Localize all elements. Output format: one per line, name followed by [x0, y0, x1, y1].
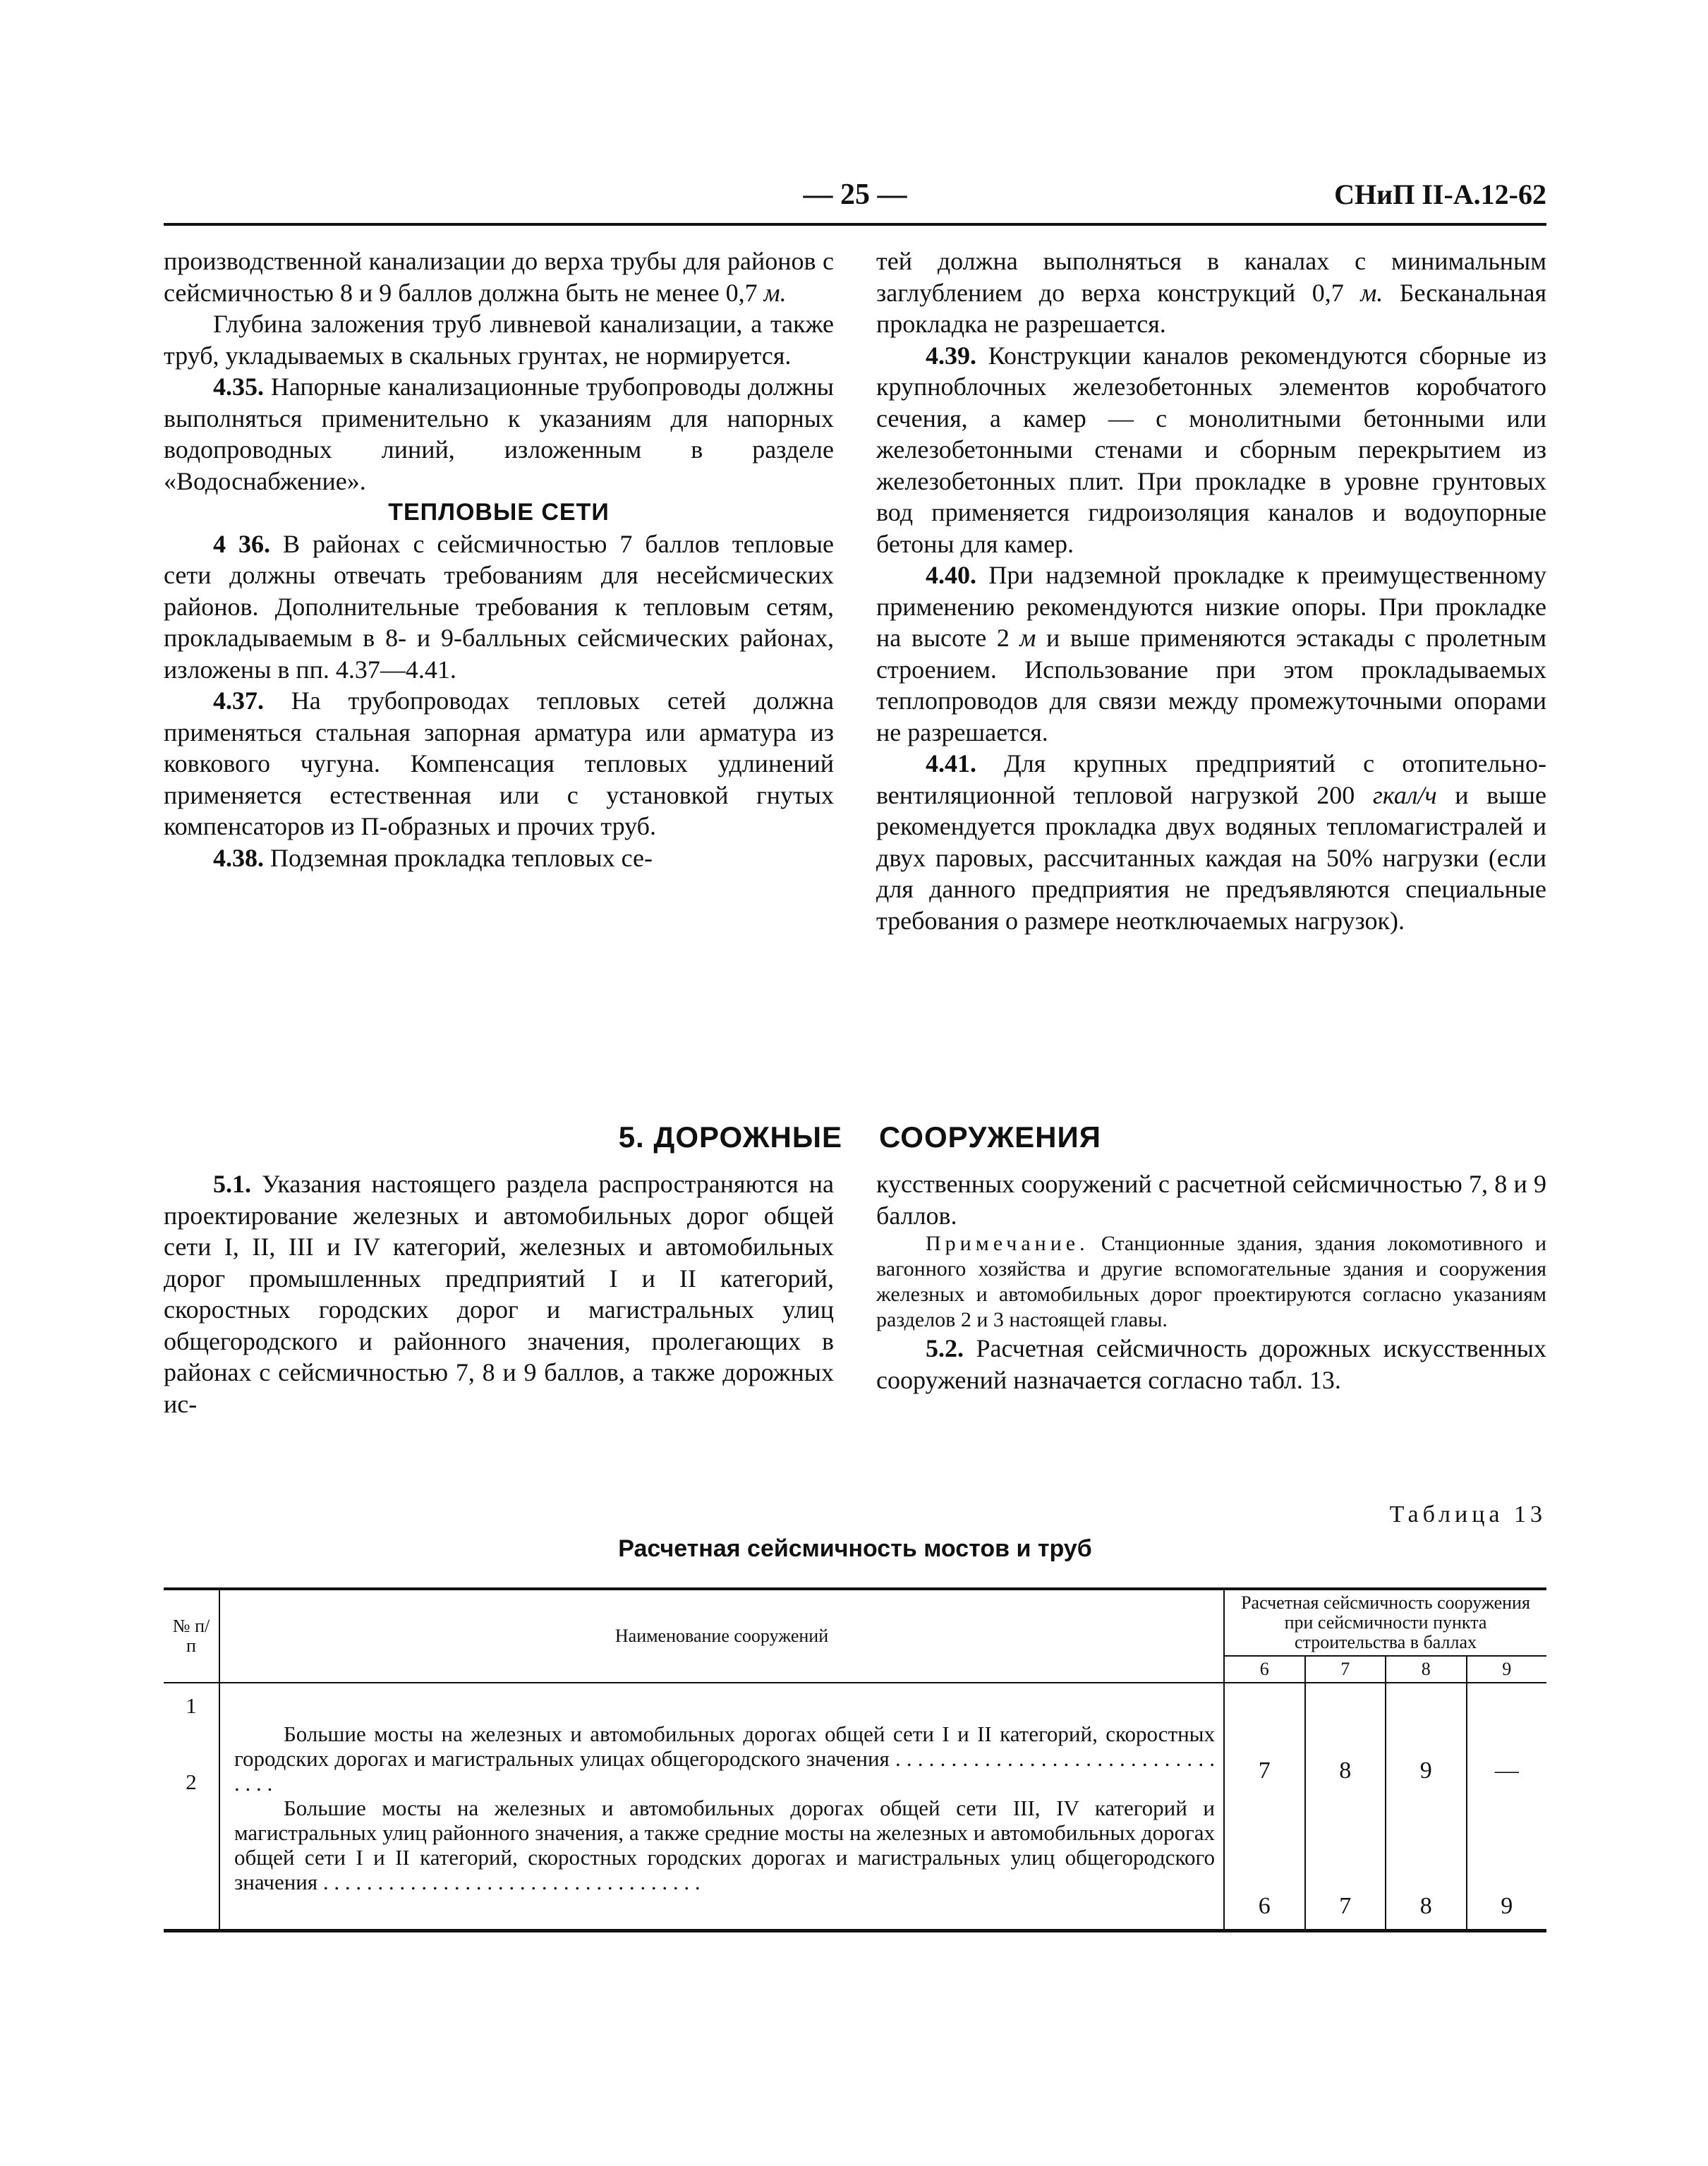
paragraph: кусственных сооружений с расчетной сейсмичностью 7, 8 и 9 баллов. — [876, 1170, 1546, 1230]
col-header-7: 7 — [1305, 1656, 1386, 1683]
left-column-lower — [164, 1168, 834, 1420]
clause-number: 4.38. — [213, 843, 264, 872]
col-header-number: № п/п — [164, 1589, 219, 1683]
value-r1-c9: — — [1494, 1757, 1519, 1784]
clause-number: 4.37. — [213, 686, 264, 715]
running-header — [164, 175, 1546, 217]
col-header-group: Расчетная сейсмичность сооружения при сейсмичности пункта строительства в баллах — [1224, 1589, 1546, 1656]
paragraph — [876, 246, 1546, 340]
right-column-upper — [876, 246, 1546, 936]
paragraph-text: Расчетная сейсмичность дорожных искусственных сооружений назначается согласно табл. 13. — [876, 1334, 1546, 1394]
paragraph-text: В районах с сейсмичностью 7 баллов тепловые сети должны отвечать требованиям для несейсмических районов. Дополнительные требования к тепловым сетям, прокладываемым в 8- и 9-балльных сейсмических районах, изложены в пп. 4.37—4.41. — [164, 529, 835, 684]
paragraph-text: На трубопроводах тепловых сетей должна применяться стальная запорная арматура или арматура из ковкового чугуна. Компенсация тепловых удлинений применяется естественная или с установкой гнутых компенсаторов из П-образных и прочих труб. — [164, 686, 834, 840]
unit-text: м — [1019, 624, 1036, 652]
table-label: Таблица 13 — [1389, 1501, 1546, 1527]
paragraph-4-41 — [876, 748, 1546, 936]
seismicity-table — [164, 1587, 1546, 1932]
note-text: Станционные здания, здания локомотивного и вагонного хозяйства и другие вспомогательные здания и сооружения железных и автомобильных дорог проектируются согласно указаниям разделов 2 и 3 настоящей главы. — [876, 1232, 1546, 1331]
clause-number: 5.2. — [926, 1334, 964, 1362]
paragraph-5-1 — [164, 1168, 834, 1420]
paragraph-4-37 — [164, 685, 834, 842]
section-title-left: 5. ДОРОЖНЫЕ — [618, 1120, 842, 1154]
paragraph-text: Бесканальная прокладка не разрешается. — [876, 278, 1546, 338]
section-title-right: СООРУЖЕНИЯ — [879, 1120, 1101, 1154]
unit-text: м. — [763, 278, 787, 307]
row-description-1: Большие мосты на железных и автомобильных дорогах общей сети I и II категорий, скоростных городских дорогах и магистральных улицах общегородского значения . . . . . . . . . . . . . . . . . . . . . . . . . . . . . . . . . — [234, 1721, 1216, 1796]
value-r1-c8: 9 — [1419, 1757, 1432, 1784]
paragraph-text: тей должна выполняться в каналах с минимальным заглублением до верха конструкций 0,7 — [876, 247, 1546, 307]
value-cell-7 — [1305, 1683, 1386, 1931]
paragraph-text: и выше рекомендуется прокладка двух водяных тепломагистралей и двух паровых, рассчитанных каждая на 50% нагрузки (если для данного предприятия не предъявляются специальные требования о размере неотключаемых нагрузок). — [876, 780, 1546, 935]
value-cell-6 — [1224, 1683, 1305, 1931]
value-cell-8 — [1386, 1683, 1467, 1931]
paragraph-4-39 — [876, 340, 1546, 560]
row-description — [219, 1683, 1224, 1931]
header-rule — [164, 223, 1546, 226]
col-header-name: Наименование сооружений — [219, 1589, 1224, 1683]
value-r2-c7: 7 — [1339, 1893, 1352, 1919]
paragraph — [164, 246, 834, 308]
paragraph-5-2 — [876, 1333, 1546, 1396]
paragraph-text: Для крупных предприятий с отопительно-вентиляционной тепловой нагрузкой 200 — [876, 749, 1546, 809]
col-header-9: 9 — [1467, 1656, 1547, 1683]
value-r2-c9: 9 — [1501, 1893, 1513, 1919]
clause-number: 4.39. — [926, 341, 976, 370]
page-number: — 25 — — [803, 179, 907, 211]
paragraph-4-35 — [164, 371, 834, 497]
left-column-upper — [164, 246, 834, 873]
row-number-1: 1 — [186, 1693, 197, 1718]
unit-text: гкал/ч — [1372, 780, 1437, 809]
clause-number: 4.41. — [926, 749, 976, 778]
clause-number: 4.40. — [926, 561, 976, 589]
paragraph-text: Подземная прокладка тепловых се- — [264, 843, 653, 872]
value-r2-c8: 8 — [1419, 1893, 1432, 1919]
paragraph-text: производственной канализации до верха трубы для районов с сейсмичностью 8 и 9 баллов должна быть не менее 0,7 — [164, 247, 834, 307]
clause-number: 5.1. — [213, 1170, 251, 1198]
paragraph-text: Напорные канализационные трубопроводы должны выполняться применительно к указаниям для напорных водопроводных линий, изложенным в разделе «Водоснабжение». — [164, 373, 834, 495]
subsection-heading: ТЕПЛОВЫЕ СЕТИ — [388, 499, 610, 526]
paragraph-4-40 — [876, 559, 1546, 748]
note-label: Примечание. — [926, 1232, 1089, 1255]
paragraph-4-38 — [164, 842, 834, 874]
col-header-8: 8 — [1386, 1656, 1467, 1683]
clause-number: 4 36. — [213, 529, 270, 558]
paragraph-text: и выше применяются эстакады с пролетным строением. Использование при этом прокладываемых теплопроводов для связи между промежуточными опорами не разрешается. — [876, 624, 1546, 746]
value-cell-9 — [1467, 1683, 1547, 1931]
col-header-6: 6 — [1224, 1656, 1305, 1683]
row-number — [164, 1683, 219, 1931]
paragraph: Глубина заложения труб ливневой канализации, а также труб, укладываемых в скальных грунтах, не нормируется. — [164, 310, 834, 370]
table-title: Расчетная сейсмичность мостов и труб — [618, 1535, 1092, 1562]
paragraph-text: Указания настоящего раздела распространяются на проектирование железных и автомобильных дорог общей сети I, II, III и IV категорий, железных и автомобильных дорог промышленных предприятий I и II категорий, скоростных городских дорог и магистральных улиц общегородского и районного значения, пролегающих в районах с сейсмичностью 7, 8 и 9 баллов, а также дорожных ис- — [164, 1170, 834, 1418]
right-column-lower — [876, 1168, 1546, 1396]
clause-number: 4.35. — [213, 373, 264, 401]
unit-text: м. — [1360, 278, 1383, 307]
value-r2-c6: 6 — [1258, 1893, 1271, 1919]
value-r1-c6: 7 — [1258, 1757, 1271, 1784]
value-r1-c7: 8 — [1339, 1757, 1352, 1784]
row-description-2: Большие мосты на железных и автомобильных дорогах общей сети III, IV категорий и магистральных улиц районного значения, а также средние мосты на железных и автомобильных дорогах общей сети I и II категорий, скоростных городских дорогах и магистральных улиц общегородского значения . . . . . . . . . . . . . . . . . . . . . . . . . . . . . . . . . . . — [234, 1795, 1215, 1894]
paragraph-text: При надземной прокладке к преимущественному применению рекомендуются низкие опоры. При прокладке на высоте 2 — [876, 561, 1546, 652]
row-number-2: 2 — [186, 1769, 197, 1794]
note — [876, 1231, 1546, 1333]
paragraph-4-36 — [164, 528, 834, 686]
paragraph-text: Конструкции каналов рекомендуются сборные из крупноблочных железобетонных элементов коробчатого сечения, а камер — с монолитными бетонными или железобетонными стенами и сборным перекрытием из железобетонных плит. При прокладке в уровне грунтовых вод применяется гидроизоляция каналов и водоупорные бетоны для камер. — [876, 341, 1546, 558]
document-code: СНиП II-А.12-62 — [1334, 179, 1546, 210]
table-row — [164, 1683, 1546, 1931]
